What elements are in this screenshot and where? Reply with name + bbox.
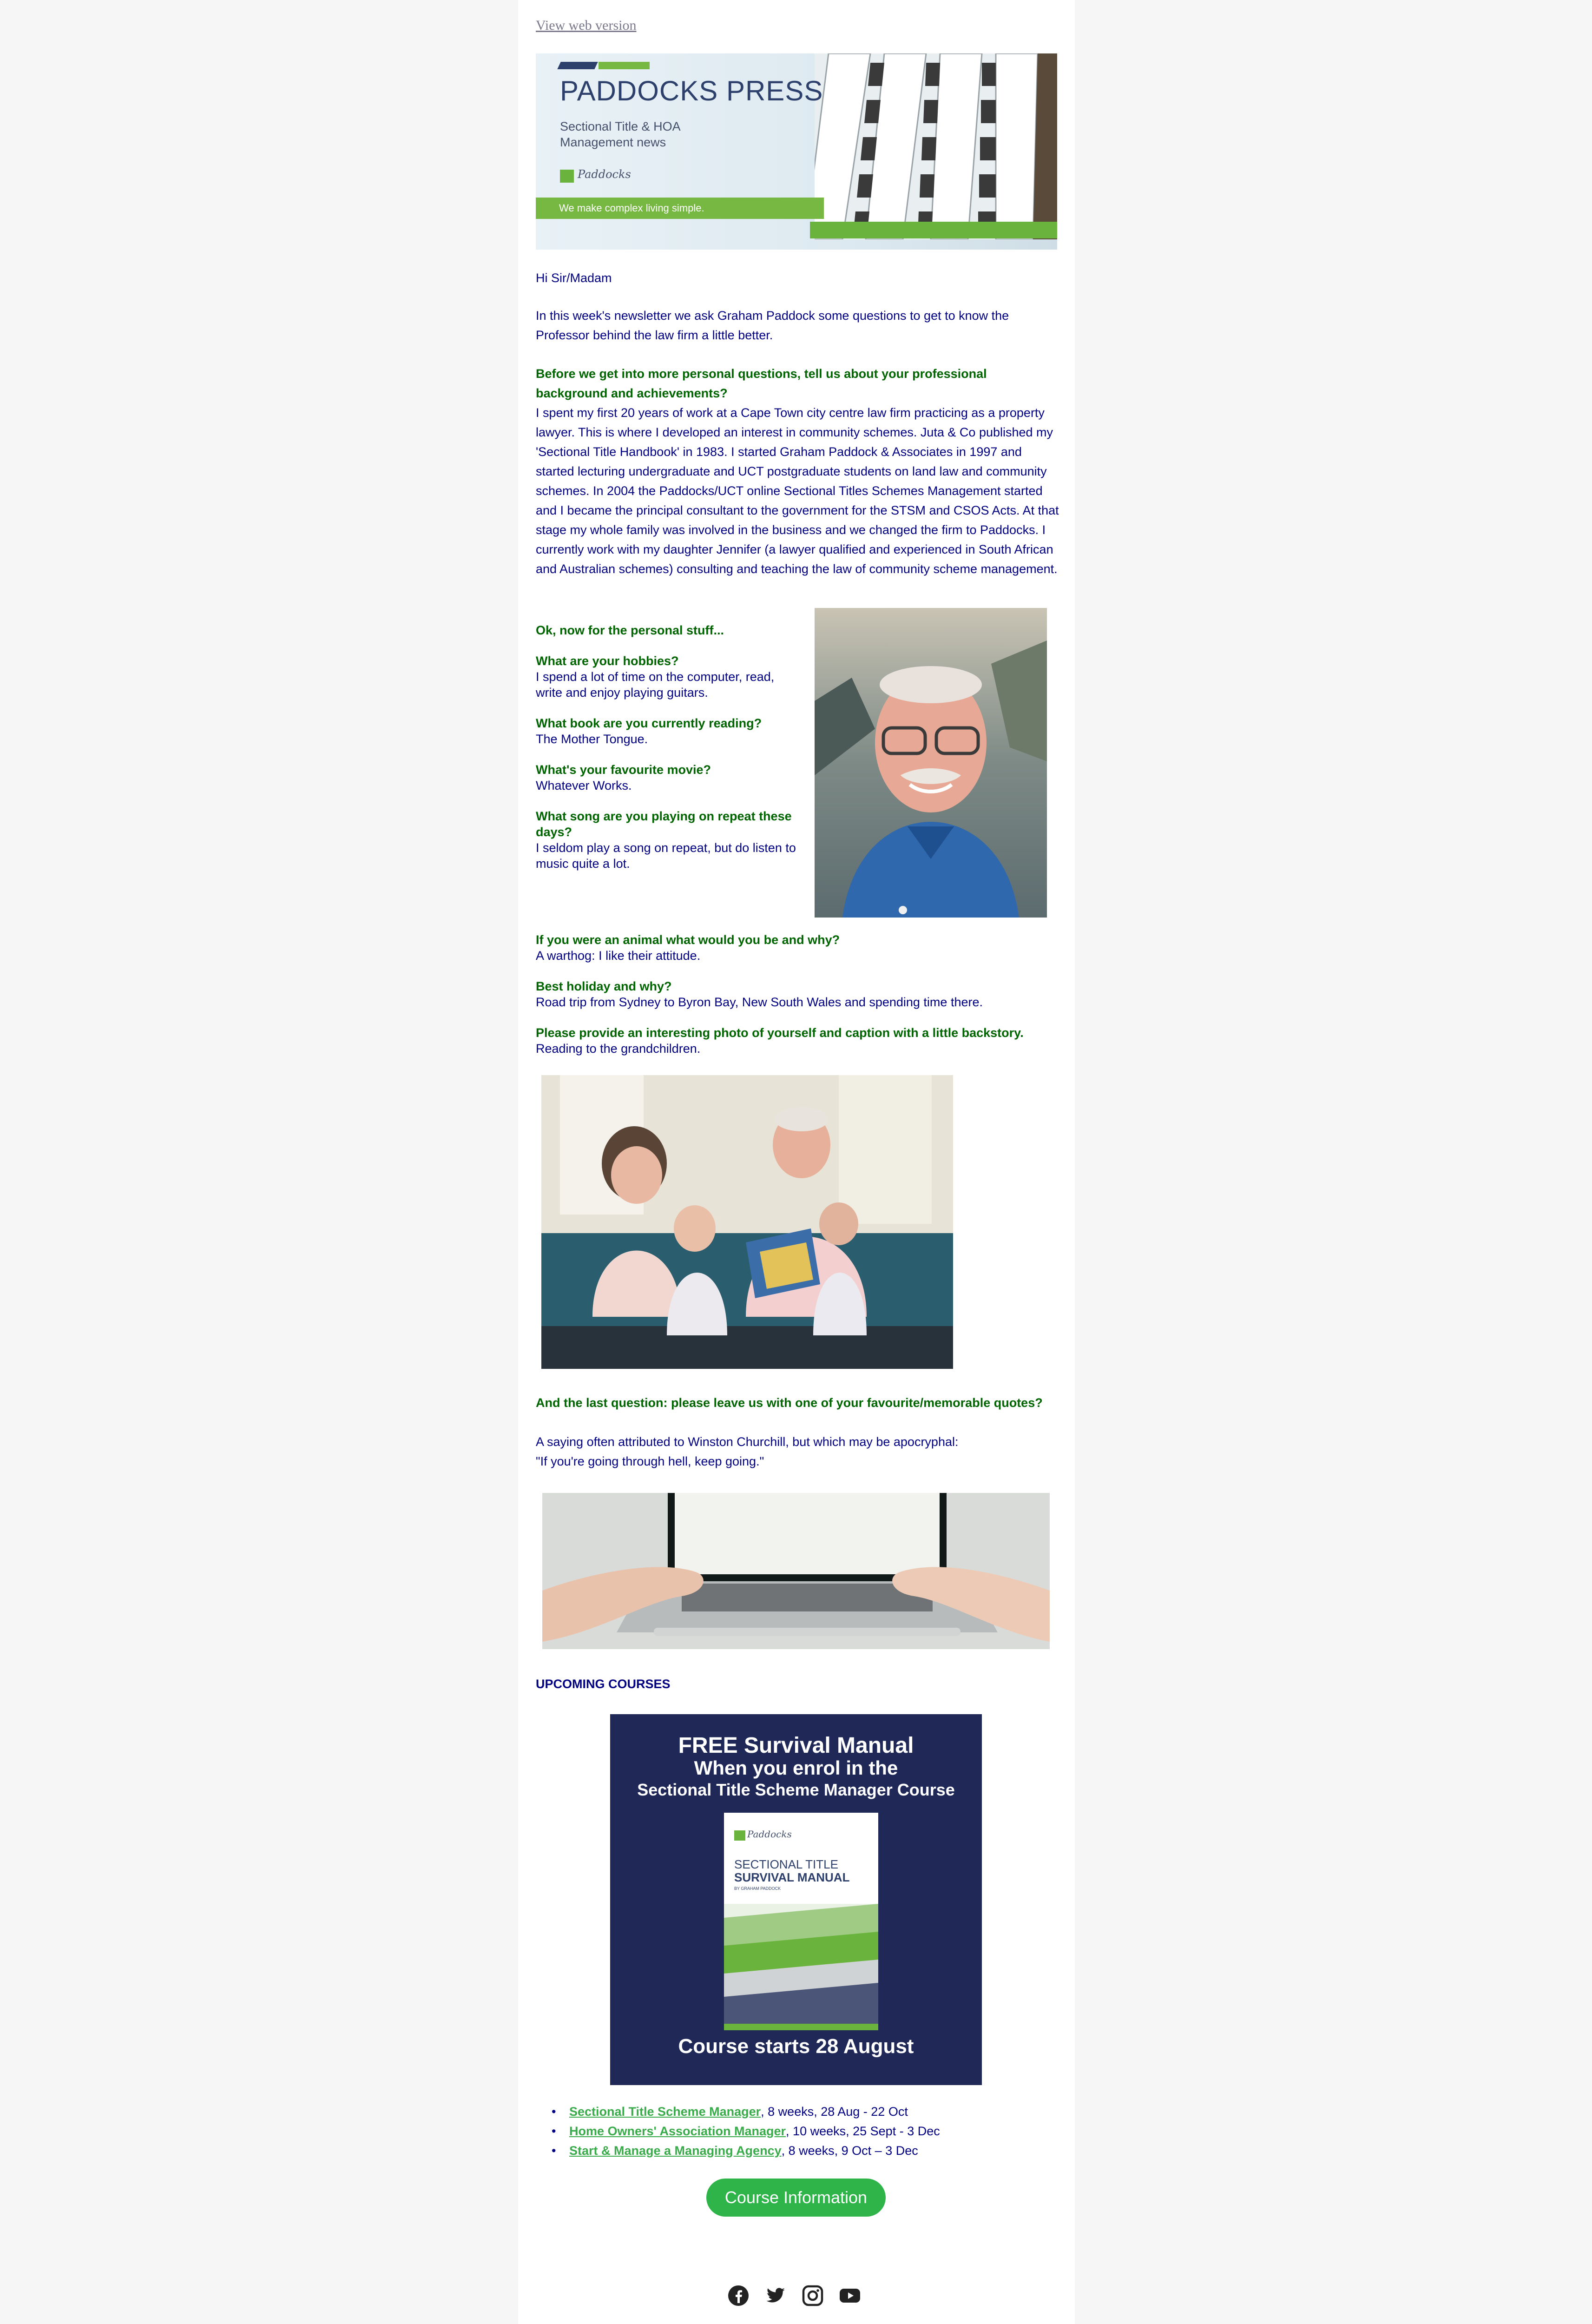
header-banner <box>536 53 1057 250</box>
tagline: We make complex living simple. <box>536 198 824 219</box>
qa-question: Best holiday and why? <box>536 979 672 993</box>
qa-question: What book are you currently reading? <box>536 716 762 730</box>
twitter-icon[interactable] <box>764 2284 787 2307</box>
course-detail: , 8 weeks, 28 Aug - 22 Oct <box>761 2105 908 2119</box>
book-title-line1: SECTIONAL TITLE <box>734 1857 838 1871</box>
qa-item <box>536 762 796 793</box>
ad-course-name: Sectional Title Scheme Manager Course <box>637 1780 955 1799</box>
brand-subtitle: Sectional Title & HOA Management news <box>560 119 680 149</box>
logo-wordmark: Paddocks <box>578 168 631 181</box>
book-logo-word: Paddocks <box>747 1829 792 1840</box>
qa-answer: A warthog: I like their attitude. <box>536 949 701 963</box>
intro-paragraph: In this week's newsletter we ask Graham Paddock some questions to get to know the Professor behind the law firm a little better. <box>536 309 1009 342</box>
course-link-sectional-title[interactable]: Sectional Title Scheme Manager <box>569 2105 761 2119</box>
book-cover-graphic <box>724 1904 878 2030</box>
ad-start-date: Course starts 28 August <box>678 2035 914 2058</box>
qa-answer: Road trip from Sydney to Byron Bay, New South Wales and spending time there. <box>536 995 983 1009</box>
view-web-version-link[interactable]: View web version <box>536 18 637 33</box>
brand-title: PADDOCKS PRESS <box>560 75 823 106</box>
manual-book-cover <box>724 1813 878 2030</box>
family-photo <box>541 1075 953 1369</box>
qa-answer: I seldom play a song on repeat, but do listen to music quite a lot. <box>536 841 796 871</box>
list-item <box>552 2102 1044 2121</box>
newsletter-body <box>518 0 1075 2324</box>
qa-question: What song are you playing on repeat these days? <box>536 809 792 839</box>
personal-qa-list <box>536 653 796 872</box>
qa-question: Please provide an interesting photo of yourself and caption with a little backstory. <box>536 1026 1024 1040</box>
course-information-button[interactable]: Course Information <box>706 2179 886 2217</box>
instagram-icon[interactable] <box>802 2284 824 2307</box>
green-bar <box>810 222 1057 238</box>
youtube-icon[interactable] <box>839 2284 861 2307</box>
qa-item <box>536 715 796 747</box>
qa-question: What are your hobbies? <box>536 654 679 668</box>
building-graphic <box>815 53 1057 239</box>
book-title-line2: SURVIVAL MANUAL <box>734 1870 850 1884</box>
qa-answer: I spend a lot of time on the computer, read, write and enjoy playing guitars. <box>536 670 775 700</box>
paddocks-logo-icon <box>560 170 574 183</box>
book-logo-icon <box>734 1830 745 1841</box>
quote-intro: A saying often attributed to Winston Churchill, but which may be apocryphal: <box>536 1435 959 1449</box>
qa-answer: Reading to the grandchildren. <box>536 1042 701 1056</box>
qa-answer: Whatever Works. <box>536 779 632 792</box>
portrait-photo <box>815 608 1047 918</box>
quote-question: And the last question: please leave us with one of your favourite/memorable quotes? <box>536 1396 1043 1410</box>
course-link-managing-agency[interactable]: Start & Manage a Managing Agency <box>569 2144 782 2158</box>
personal-heading: Ok, now for the personal stuff... <box>536 623 724 637</box>
book-author: BY GRAHAM PADDOCK <box>734 1886 781 1891</box>
qa-item <box>536 932 1056 964</box>
ad-headline: FREE Survival Manual <box>678 1733 914 1758</box>
laptop-photo <box>542 1493 1050 1649</box>
qa-answer: The Mother Tongue. <box>536 732 648 746</box>
list-item <box>552 2121 1044 2141</box>
facebook-icon[interactable] <box>727 2284 750 2307</box>
qa-item <box>536 808 796 872</box>
qa-item <box>536 653 796 700</box>
greeting: Hi Sir/Madam <box>536 271 612 285</box>
survival-manual-ad[interactable] <box>610 1714 982 2085</box>
course-detail: , 10 weeks, 25 Sept - 3 Dec <box>786 2124 940 2138</box>
background-answer: I spent my first 20 years of work at a Cape Town city centre law firm practicing as a property lawyer. This is where I developed an interest in community schemes. Juta & Co published my 'Sectional Title Handbook' in 1983. I started Graham Paddock & Associates in 1997 and started lecturing undergraduate and UCT postgraduate students on land law and community schemes. In 2004 the Paddocks/UCT online Sectional Titles Schemes Management started and I became the principal consultant to the government for the STSM and CSOS Acts. At that stage my whole family was involved in the business and we changed the firm to Paddocks. I currently work with my daughter Jennifer (a lawyer qualified and experienced in South African and Australian schemes) consulting and teaching the law of community scheme management. <box>536 406 1059 576</box>
ad-subheadline: When you enrol in the <box>694 1757 898 1779</box>
background-question: Before we get into more personal questions, tell us about your professional background and achievements? <box>536 367 987 400</box>
qa-item <box>536 1025 1056 1056</box>
qa-question: What's your favourite movie? <box>536 763 711 777</box>
quote-text: "If you're going through hell, keep going." <box>536 1454 764 1468</box>
course-link-hoa-manager[interactable]: Home Owners' Association Manager <box>569 2124 786 2138</box>
course-detail: , 8 weeks, 9 Oct – 3 Dec <box>781 2144 918 2158</box>
course-list <box>552 2102 1044 2160</box>
qa-item <box>536 978 1056 1010</box>
brand-stripe-green <box>599 62 650 69</box>
list-item <box>552 2141 1044 2160</box>
qa-question: If you were an animal what would you be and why? <box>536 933 840 947</box>
upcoming-courses-heading: UPCOMING COURSES <box>536 1677 671 1691</box>
brand-stripe-navy <box>557 62 598 69</box>
more-qa-list <box>536 932 1056 1056</box>
